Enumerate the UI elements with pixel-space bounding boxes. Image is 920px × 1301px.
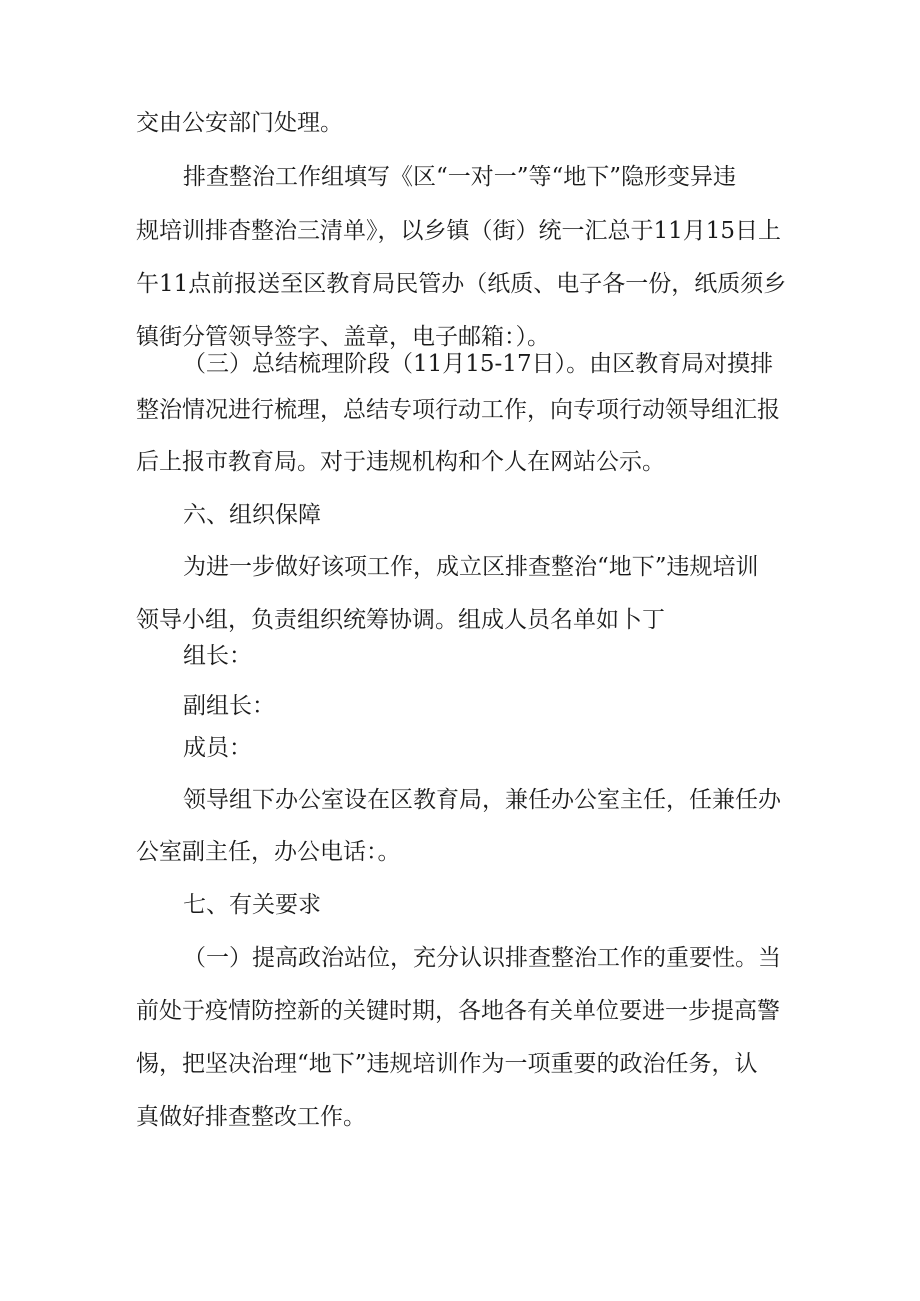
text-line: 前处于疫情防控新的关键时期，各地各有关单位要进一步提高警 [136, 998, 780, 1024]
text-line: 规培训排杳整治三清单》，以乡镇（街）统一汇总于11月15日上 [136, 218, 782, 244]
text-line: 午11点前报送至区教育局民管办（纸质、电子各一份，纸质须乡 [136, 271, 787, 297]
text-line: 组长： [183, 643, 252, 669]
text-line: 副组长： [183, 693, 275, 719]
section-heading: 六、组织保障 [183, 502, 321, 528]
text-line: 成员： [183, 735, 252, 761]
text-line: （三）总结梳理阶段（11月15-17日）。由区教育局对摸排 [183, 351, 774, 377]
text-line: 公室副主任，办公电话：。 [136, 839, 401, 865]
text-line: 为进一步做好该项工作，成立区排查整治“地下”违规培训 [183, 554, 759, 580]
text-line: 后上报市教育局。对于违规机构和个人在网站公示。 [136, 449, 665, 475]
text-line: 排查整治工作组填写《区“一对一”等“地下”隐形变异违 [183, 164, 737, 190]
text-line: 领导组下办公室设在区教育局，兼任办公室主任，任兼任办 [183, 787, 781, 813]
section-heading: 七、有关要求 [183, 892, 321, 918]
text-line: 整治情况进行梳理，总结专项行动工作，向专项行动领导组汇报 [136, 397, 780, 423]
text-line: 惕，把坚决治理“地下”违规培训作为一项重要的政治任务，认 [136, 1051, 758, 1077]
text-line: 镇街分管领导签字、盖章，电子邮箱：）。 [136, 324, 550, 350]
text-line: 交由公安部门处理。 [136, 110, 343, 136]
text-line: （一）提高政治站位，充分认识排查整治工作的重要性。当 [183, 945, 781, 971]
text-line: 真做好排查整改工作。 [136, 1104, 366, 1130]
text-line: 领导小组，负责组织统筹协调。组成人员名单如卜丁 [136, 607, 665, 633]
